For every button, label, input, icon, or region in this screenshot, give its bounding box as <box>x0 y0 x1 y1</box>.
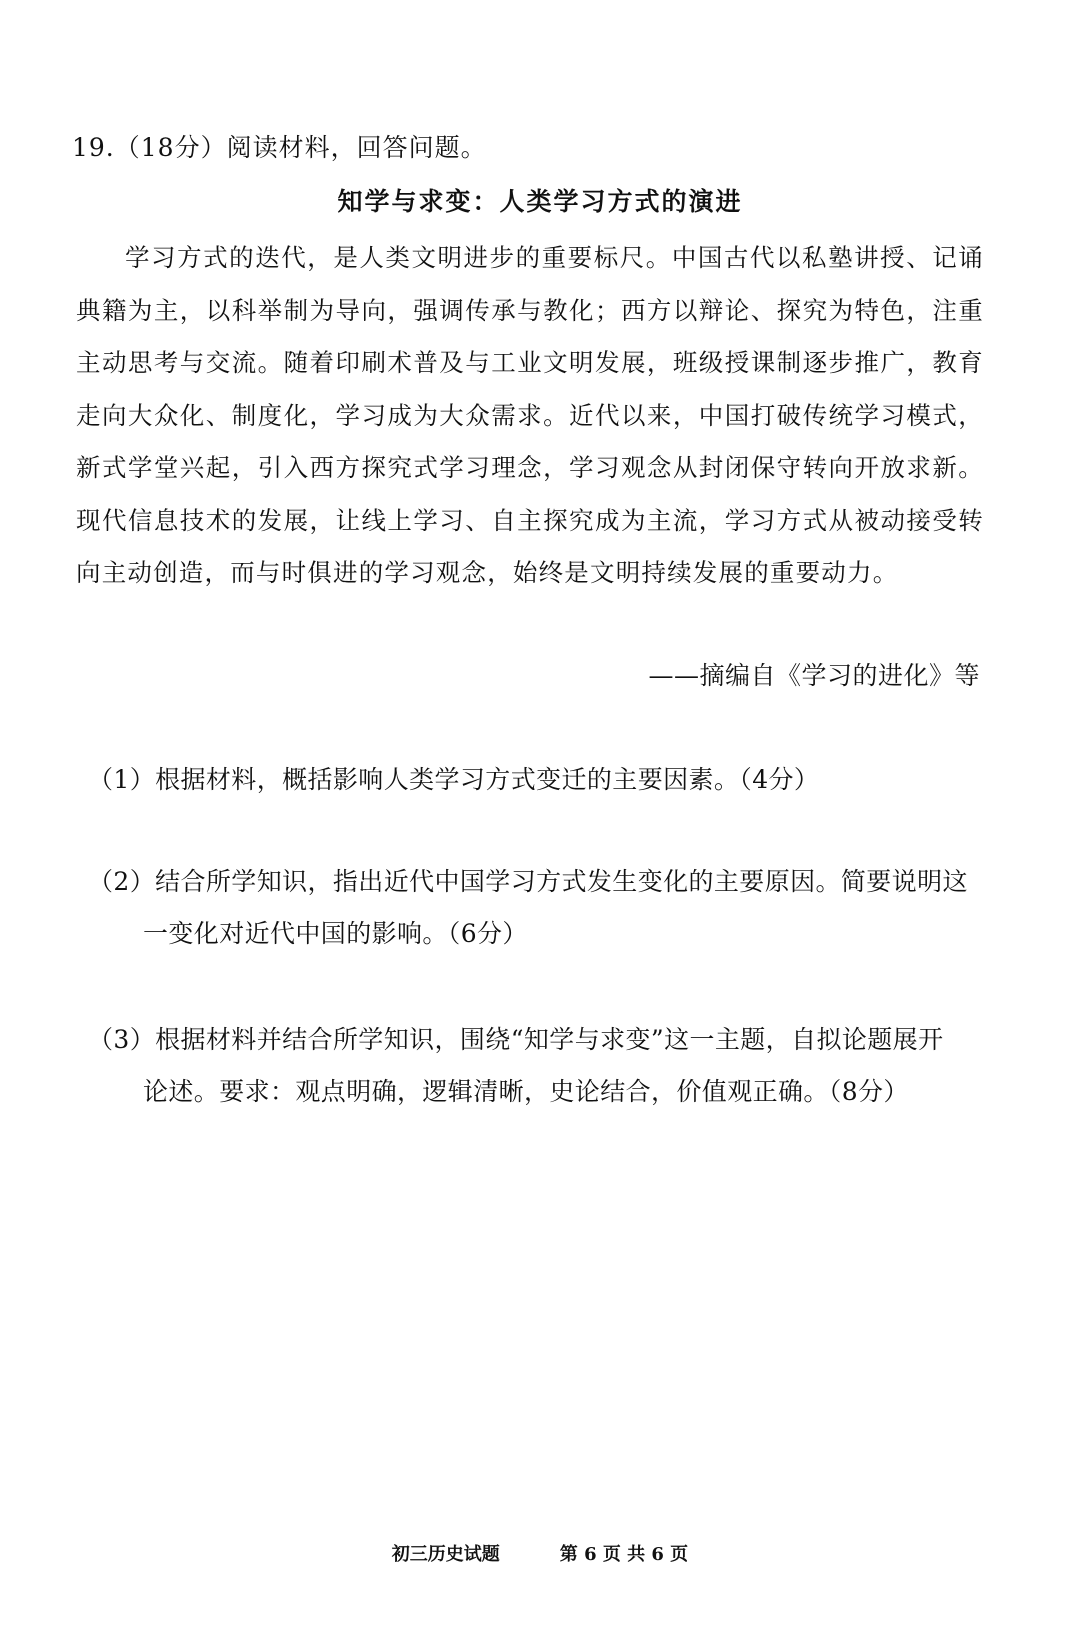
question-header: 19.（18分）阅读材料，回答问题。 <box>72 133 487 162</box>
sub-question-3 <box>88 1014 988 1118</box>
sub-question-number: （1） <box>88 765 156 794</box>
material-title: 知学与求变：人类学习方式的演进 <box>337 187 743 216</box>
page-footer <box>0 1540 1080 1566</box>
sub-question-number: （2） <box>88 867 156 896</box>
sub-question-text: 结合所学知识，指出近代中国学习方式发生变化的主要原因。简要说明这 <box>155 867 968 896</box>
sub-question-text: 根据材料并结合所学知识，围绕“知学与求变”这一主题，自拟论题展开 <box>155 1025 944 1054</box>
material-source: ——摘编自《学习的进化》等 <box>648 661 980 690</box>
footer-subject: 初三历史试题 <box>391 1544 500 1565</box>
sub-question-text-continued: 一变化对近代中国的影响。（6分） <box>143 919 528 948</box>
material-body: 学习方式的迭代，是人类文明进步的重要标尺。中国古代以私塾讲授、记诵典籍为主，以科举制为导向，强调传承与教化；西方以辩论、探究为特色，注重主动思考与交流。随着印刷术普及与工业文明发展，班级授课制逐步推广，教育走向大众化、制度化，学习成为大众需求。近代以来，中国打破传统学习模式，新式学堂兴起，引入西方探究式学习理念，学习观念从封闭保守转向开放求新。现代信息技术的发展，让线上学习、自主探究成为主流，学习方式从被动接受转向主动创造，而与时俱进的学习观念，始终是文明持续发展的重要动力。 <box>76 243 984 587</box>
footer-page-info: 第 6 页 共 6 页 <box>559 1544 689 1565</box>
sub-question-text: 根据材料，概括影响人类学习方式变迁的主要因素。（4分） <box>155 765 820 794</box>
sub-question-1 <box>88 754 988 806</box>
sub-question-text-continued: 论述。要求：观点明确，逻辑清晰，史论结合，价值观正确。（8分） <box>143 1077 909 1106</box>
sub-question-number: （3） <box>88 1025 156 1054</box>
sub-question-2 <box>88 856 988 960</box>
